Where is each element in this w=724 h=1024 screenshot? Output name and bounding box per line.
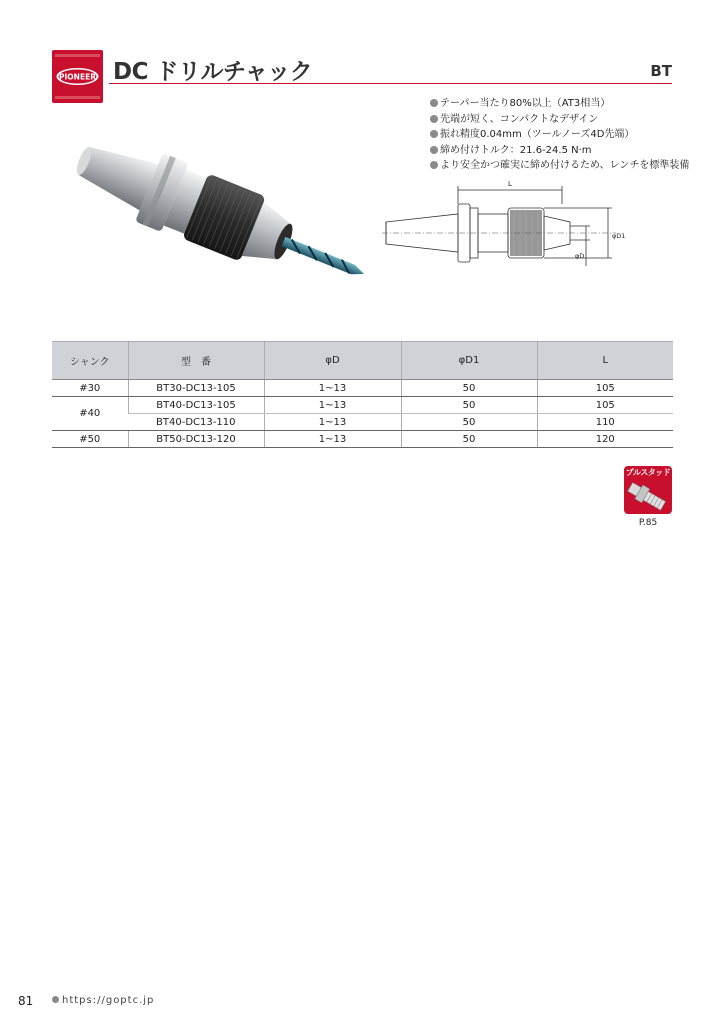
footer-url-text[interactable]: https://goptc.jp <box>62 995 155 1006</box>
d1-cell: 50 <box>401 431 537 448</box>
model-cell: BT30-DC13-105 <box>128 380 264 397</box>
table-row <box>52 380 673 397</box>
l-cell: 105 <box>537 380 673 397</box>
feature-item: テーパー当たり80%以上（AT3相当） <box>430 96 689 112</box>
table-header-row <box>52 342 673 380</box>
shank-cell: #40 <box>52 397 128 431</box>
l-cell: 120 <box>537 431 673 448</box>
shank-cell: #50 <box>52 431 128 448</box>
feature-item: より安全かつ確実に締め付けるため、レンチを標準装備 <box>430 158 689 174</box>
d1-cell: 50 <box>401 397 537 414</box>
d-cell: 1~13 <box>264 397 401 414</box>
l-cell: 105 <box>537 397 673 414</box>
feature-item: 振れ精度0.04mm（ツールノーズ4D先端） <box>430 127 689 143</box>
model-cell: BT50-DC13-120 <box>128 431 264 448</box>
model-cell: BT40-DC13-105 <box>128 397 264 414</box>
model-cell: BT40-DC13-110 <box>128 414 264 431</box>
label-d1: φD1 <box>612 232 626 240</box>
d1-cell: 50 <box>401 414 537 431</box>
feature-item: 締め付けトルク：21.6-24.5 N·m <box>430 143 689 159</box>
feature-item: 先端が短く、コンパクトなデザイン <box>430 112 689 128</box>
bullet-icon <box>430 130 438 138</box>
feature-list <box>430 96 689 174</box>
table-row <box>52 414 673 431</box>
bullet-icon <box>430 146 438 154</box>
footer-url[interactable] <box>52 995 154 1006</box>
pull-stud-page-ref: P.85 <box>638 518 658 528</box>
category-label: BT <box>650 62 672 80</box>
shank-cell: #30 <box>52 380 128 397</box>
header-divider <box>109 83 672 84</box>
dimension-diagram <box>380 178 630 283</box>
pull-stud-icon <box>624 478 672 514</box>
column-header: L <box>537 342 673 380</box>
page-number: 81 <box>18 994 34 1008</box>
label-d: φD <box>575 252 585 260</box>
pull-stud-link[interactable] <box>624 466 672 514</box>
d-cell: 1~13 <box>264 414 401 431</box>
column-header: φD1 <box>401 342 537 380</box>
d-cell: 1~13 <box>264 431 401 448</box>
bullet-icon <box>430 115 438 123</box>
spec-table <box>52 341 673 448</box>
logo-text: PIONEER <box>59 72 96 82</box>
bullet-icon <box>52 996 59 1003</box>
pull-stud-label: プルスタッド <box>625 468 671 477</box>
page-title: DC ドリルチャック <box>113 59 313 85</box>
bullet-icon <box>430 99 438 107</box>
label-l: L <box>508 180 512 188</box>
l-cell: 110 <box>537 414 673 431</box>
bullet-icon <box>430 161 438 169</box>
product-photo <box>62 128 372 318</box>
column-header: φD <box>264 342 401 380</box>
column-header: 型 番 <box>128 342 264 380</box>
column-header: シャンク <box>52 342 128 380</box>
table-row <box>52 431 673 448</box>
d1-cell: 50 <box>401 380 537 397</box>
table-row <box>52 397 673 414</box>
d-cell: 1~13 <box>264 380 401 397</box>
pioneer-logo <box>52 50 103 103</box>
